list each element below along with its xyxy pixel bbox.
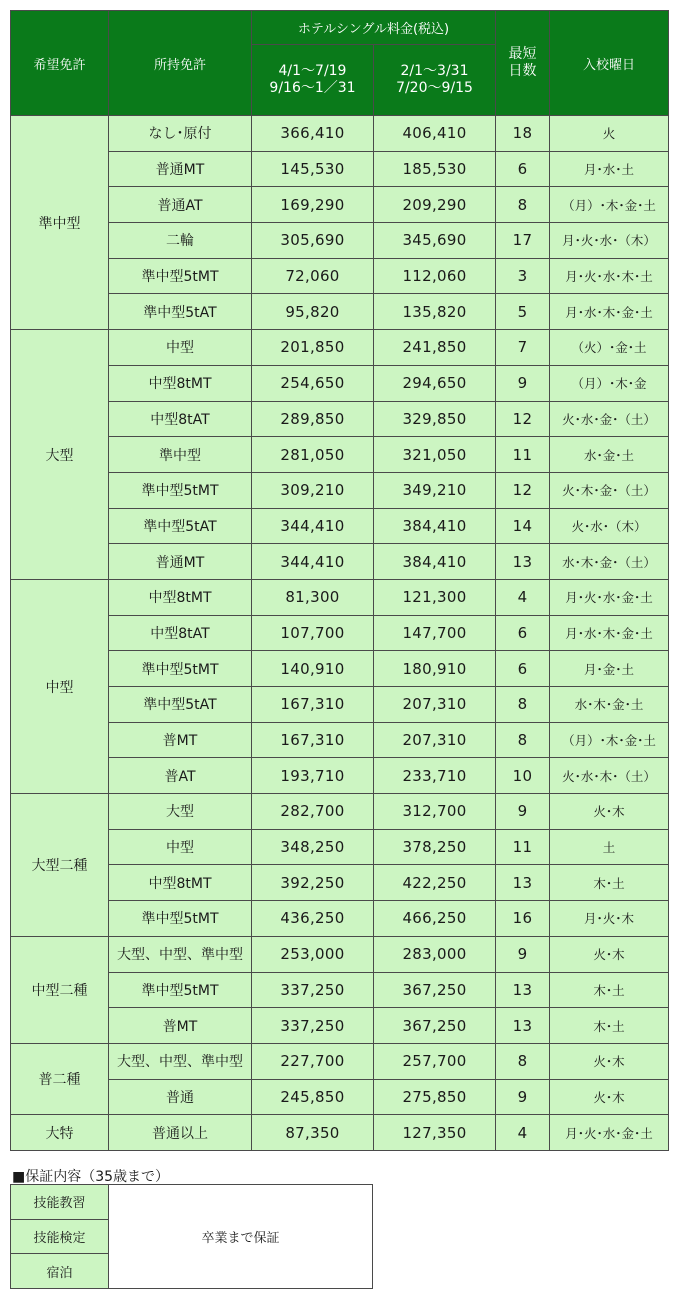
held-license-cell: 中型8tAT (109, 615, 252, 651)
min-days-cell: 6 (496, 615, 550, 651)
held-license-cell: 中型8tMT (109, 579, 252, 615)
entry-days-cell: 水･木･金･（土） (550, 544, 669, 580)
header-wish-license: 希望免許 (11, 11, 109, 116)
entry-days-cell: 木･土 (550, 972, 669, 1008)
min-days-cell: 3 (496, 258, 550, 294)
price-period-b-cell: 367,250 (374, 1008, 496, 1044)
min-days-cell: 17 (496, 223, 550, 259)
held-license-cell: 中型8tMT (109, 865, 252, 901)
price-period-b-cell: 233,710 (374, 758, 496, 794)
price-period-b-cell: 112,060 (374, 258, 496, 294)
price-period-b-cell: 378,250 (374, 829, 496, 865)
price-period-a-cell: 107,700 (252, 615, 374, 651)
header-min-days-line2: 日数 (508, 63, 537, 79)
table-row (11, 1043, 669, 1079)
table-row (11, 223, 669, 259)
table-row (11, 865, 669, 901)
entry-days-cell: 火 (550, 116, 669, 152)
guarantee-value: 卒業まで保証 (109, 1185, 373, 1289)
held-license-cell: 大型、中型、準中型 (109, 1043, 252, 1079)
price-period-b-cell: 241,850 (374, 330, 496, 366)
price-period-a-cell: 344,410 (252, 508, 374, 544)
table-row (11, 1079, 669, 1115)
price-period-a-cell: 87,350 (252, 1115, 374, 1151)
price-period-a-cell: 169,290 (252, 187, 374, 223)
price-period-b-cell: 127,350 (374, 1115, 496, 1151)
held-license-cell: 準中型5tAT (109, 294, 252, 330)
price-period-a-cell: 140,910 (252, 651, 374, 687)
entry-days-cell: 火･木 (550, 1079, 669, 1115)
entry-days-cell: 火･木 (550, 794, 669, 830)
min-days-cell: 9 (496, 794, 550, 830)
min-days-cell: 6 (496, 651, 550, 687)
held-license-cell: 中型8tAT (109, 401, 252, 437)
price-period-b-cell: 147,700 (374, 615, 496, 651)
held-license-cell: なし･原付 (109, 116, 252, 152)
held-license-cell: 準中型5tMT (109, 472, 252, 508)
table-row (11, 758, 669, 794)
price-period-a-cell: 281,050 (252, 437, 374, 473)
held-license-cell: 大型、中型、準中型 (109, 936, 252, 972)
price-period-b-cell: 121,300 (374, 579, 496, 615)
price-period-a-cell: 167,310 (252, 687, 374, 723)
price-period-b-cell: 185,530 (374, 151, 496, 187)
price-period-a-cell: 81,300 (252, 579, 374, 615)
header-held-license: 所持免許 (109, 11, 252, 116)
price-period-a-cell: 253,000 (252, 936, 374, 972)
entry-days-cell: 土 (550, 829, 669, 865)
min-days-cell: 14 (496, 508, 550, 544)
guarantee-item-skill-lesson: 技能教習 (11, 1185, 109, 1220)
min-days-cell: 18 (496, 116, 550, 152)
min-days-cell: 13 (496, 972, 550, 1008)
held-license-cell: 普MT (109, 722, 252, 758)
table-row (11, 151, 669, 187)
wish-license-cell: 大型二種 (11, 794, 109, 937)
price-period-b-cell: 207,310 (374, 722, 496, 758)
min-days-cell: 5 (496, 294, 550, 330)
entry-days-cell: 月･金･土 (550, 651, 669, 687)
price-period-a-cell: 309,210 (252, 472, 374, 508)
table-row (11, 401, 669, 437)
table-row (11, 116, 669, 152)
held-license-cell: 準中型5tAT (109, 508, 252, 544)
price-period-a-cell: 167,310 (252, 722, 374, 758)
min-days-cell: 8 (496, 722, 550, 758)
entry-days-cell: 月･水･木･金･土 (550, 294, 669, 330)
table-row (11, 972, 669, 1008)
held-license-cell: 準中型 (109, 437, 252, 473)
price-period-b-cell: 466,250 (374, 901, 496, 937)
min-days-cell: 8 (496, 1043, 550, 1079)
price-period-b-cell: 257,700 (374, 1043, 496, 1079)
min-days-cell: 7 (496, 330, 550, 366)
entry-days-cell: （月）･木･金 (550, 365, 669, 401)
guarantee-table (10, 1184, 373, 1289)
price-period-a-cell: 282,700 (252, 794, 374, 830)
table-row (11, 365, 669, 401)
price-period-b-cell: 345,690 (374, 223, 496, 259)
price-period-b-cell: 329,850 (374, 401, 496, 437)
price-period-b-cell: 135,820 (374, 294, 496, 330)
table-row (11, 829, 669, 865)
header-period-b-line2: 7/20～9/15 (396, 80, 473, 96)
min-days-cell: 13 (496, 865, 550, 901)
price-period-b-cell: 283,000 (374, 936, 496, 972)
header-entry-days: 入校曜日 (550, 11, 669, 116)
header-period-a-line2: 9/16～1／31 (269, 80, 356, 96)
held-license-cell: 普通MT (109, 151, 252, 187)
entry-days-cell: 水･木･金･土 (550, 687, 669, 723)
price-period-b-cell: 384,410 (374, 508, 496, 544)
price-period-a-cell: 366,410 (252, 116, 374, 152)
entry-days-cell: （火）･金･土 (550, 330, 669, 366)
held-license-cell: 普通AT (109, 187, 252, 223)
price-period-a-cell: 344,410 (252, 544, 374, 580)
table-row (11, 794, 669, 830)
entry-days-cell: 水･金･土 (550, 437, 669, 473)
price-period-b-cell: 180,910 (374, 651, 496, 687)
price-period-b-cell: 207,310 (374, 687, 496, 723)
min-days-cell: 9 (496, 1079, 550, 1115)
price-period-a-cell: 337,250 (252, 1008, 374, 1044)
min-days-cell: 13 (496, 544, 550, 580)
table-row (11, 437, 669, 473)
min-days-cell: 16 (496, 901, 550, 937)
header-period-a-line1: 4/1～7/19 (278, 63, 347, 79)
held-license-cell: 準中型5tMT (109, 651, 252, 687)
table-row (11, 722, 669, 758)
wish-license-cell: 中型二種 (11, 936, 109, 1043)
held-license-cell: 普AT (109, 758, 252, 794)
held-license-cell: 二輪 (109, 223, 252, 259)
entry-days-cell: 木･土 (550, 865, 669, 901)
entry-days-cell: 月･火･水･金･土 (550, 579, 669, 615)
held-license-cell: 大型 (109, 794, 252, 830)
guarantee-item-skill-test: 技能検定 (11, 1219, 109, 1254)
price-period-b-cell: 422,250 (374, 865, 496, 901)
price-period-a-cell: 305,690 (252, 223, 374, 259)
wish-license-cell: 普二種 (11, 1043, 109, 1114)
entry-days-cell: （月）･木･金･土 (550, 722, 669, 758)
header-hotel-fee: ホテルシングル料金(税込) (252, 11, 496, 45)
header-min-days-line1: 最短 (508, 46, 537, 62)
price-period-a-cell: 145,530 (252, 151, 374, 187)
table-row (11, 472, 669, 508)
entry-days-cell: 火･木 (550, 1043, 669, 1079)
held-license-cell: 準中型5tMT (109, 258, 252, 294)
price-period-b-cell: 384,410 (374, 544, 496, 580)
min-days-cell: 4 (496, 579, 550, 615)
min-days-cell: 10 (496, 758, 550, 794)
price-period-b-cell: 275,850 (374, 1079, 496, 1115)
wish-license-cell: 大特 (11, 1115, 109, 1151)
price-period-a-cell: 245,850 (252, 1079, 374, 1115)
table-row (11, 901, 669, 937)
price-period-a-cell: 289,850 (252, 401, 374, 437)
wish-license-cell: 中型 (11, 579, 109, 793)
table-row (11, 544, 669, 580)
guarantee-item-lodging: 宿泊 (11, 1254, 109, 1289)
wish-license-cell: 大型 (11, 330, 109, 580)
table-row (11, 330, 669, 366)
min-days-cell: 9 (496, 365, 550, 401)
price-period-b-cell: 312,700 (374, 794, 496, 830)
price-period-a-cell: 337,250 (252, 972, 374, 1008)
held-license-cell: 普通 (109, 1079, 252, 1115)
entry-days-cell: 月･水･土 (550, 151, 669, 187)
price-period-b-cell: 321,050 (374, 437, 496, 473)
min-days-cell: 9 (496, 936, 550, 972)
entry-days-cell: 月･火･木 (550, 901, 669, 937)
held-license-cell: 普MT (109, 1008, 252, 1044)
entry-days-cell: 火･水･木･（土） (550, 758, 669, 794)
table-row (11, 187, 669, 223)
header-period-a (252, 45, 374, 116)
wish-license-cell: 準中型 (11, 116, 109, 330)
table-row (11, 687, 669, 723)
price-table-header (11, 11, 669, 116)
price-period-b-cell: 349,210 (374, 472, 496, 508)
price-period-a-cell: 201,850 (252, 330, 374, 366)
table-row (11, 258, 669, 294)
min-days-cell: 12 (496, 472, 550, 508)
price-table-body (11, 116, 669, 1151)
entry-days-cell: 月･火･水･金･土 (550, 1115, 669, 1151)
price-period-b-cell: 209,290 (374, 187, 496, 223)
table-row (11, 1008, 669, 1044)
entry-days-cell: 月･水･木･金･土 (550, 615, 669, 651)
min-days-cell: 8 (496, 187, 550, 223)
table-row (11, 936, 669, 972)
guarantee-title: ■保証内容（35歳まで） (12, 1169, 170, 1185)
held-license-cell: 普通以上 (109, 1115, 252, 1151)
table-row (11, 294, 669, 330)
header-min-days (496, 11, 550, 116)
price-period-a-cell: 348,250 (252, 829, 374, 865)
held-license-cell: 中型8tMT (109, 365, 252, 401)
entry-days-cell: 火･水･（木） (550, 508, 669, 544)
held-license-cell: 普通MT (109, 544, 252, 580)
price-period-a-cell: 193,710 (252, 758, 374, 794)
price-period-a-cell: 436,250 (252, 901, 374, 937)
held-license-cell: 準中型5tMT (109, 972, 252, 1008)
table-row (11, 651, 669, 687)
min-days-cell: 4 (496, 1115, 550, 1151)
held-license-cell: 中型 (109, 330, 252, 366)
min-days-cell: 6 (496, 151, 550, 187)
min-days-cell: 12 (496, 401, 550, 437)
entry-days-cell: （月）･木･金･土 (550, 187, 669, 223)
table-row (11, 615, 669, 651)
header-period-b (374, 45, 496, 116)
held-license-cell: 中型 (109, 829, 252, 865)
min-days-cell: 8 (496, 687, 550, 723)
price-period-b-cell: 367,250 (374, 972, 496, 1008)
min-days-cell: 11 (496, 437, 550, 473)
min-days-cell: 13 (496, 1008, 550, 1044)
price-period-a-cell: 392,250 (252, 865, 374, 901)
price-period-a-cell: 254,650 (252, 365, 374, 401)
price-period-a-cell: 95,820 (252, 294, 374, 330)
entry-days-cell: 木･土 (550, 1008, 669, 1044)
entry-days-cell: 火･木 (550, 936, 669, 972)
table-row (11, 1115, 669, 1151)
header-period-b-line1: 2/1～3/31 (400, 63, 469, 79)
entry-days-cell: 火･木･金･（土） (550, 472, 669, 508)
price-table (10, 10, 669, 1151)
price-period-b-cell: 294,650 (374, 365, 496, 401)
price-period-a-cell: 72,060 (252, 258, 374, 294)
entry-days-cell: 月･火･水･（木） (550, 223, 669, 259)
min-days-cell: 11 (496, 829, 550, 865)
entry-days-cell: 月･火･水･木･土 (550, 258, 669, 294)
table-row (11, 508, 669, 544)
price-period-b-cell: 406,410 (374, 116, 496, 152)
held-license-cell: 準中型5tAT (109, 687, 252, 723)
entry-days-cell: 火･水･金･（土） (550, 401, 669, 437)
price-period-a-cell: 227,700 (252, 1043, 374, 1079)
held-license-cell: 準中型5tMT (109, 901, 252, 937)
table-row (11, 579, 669, 615)
